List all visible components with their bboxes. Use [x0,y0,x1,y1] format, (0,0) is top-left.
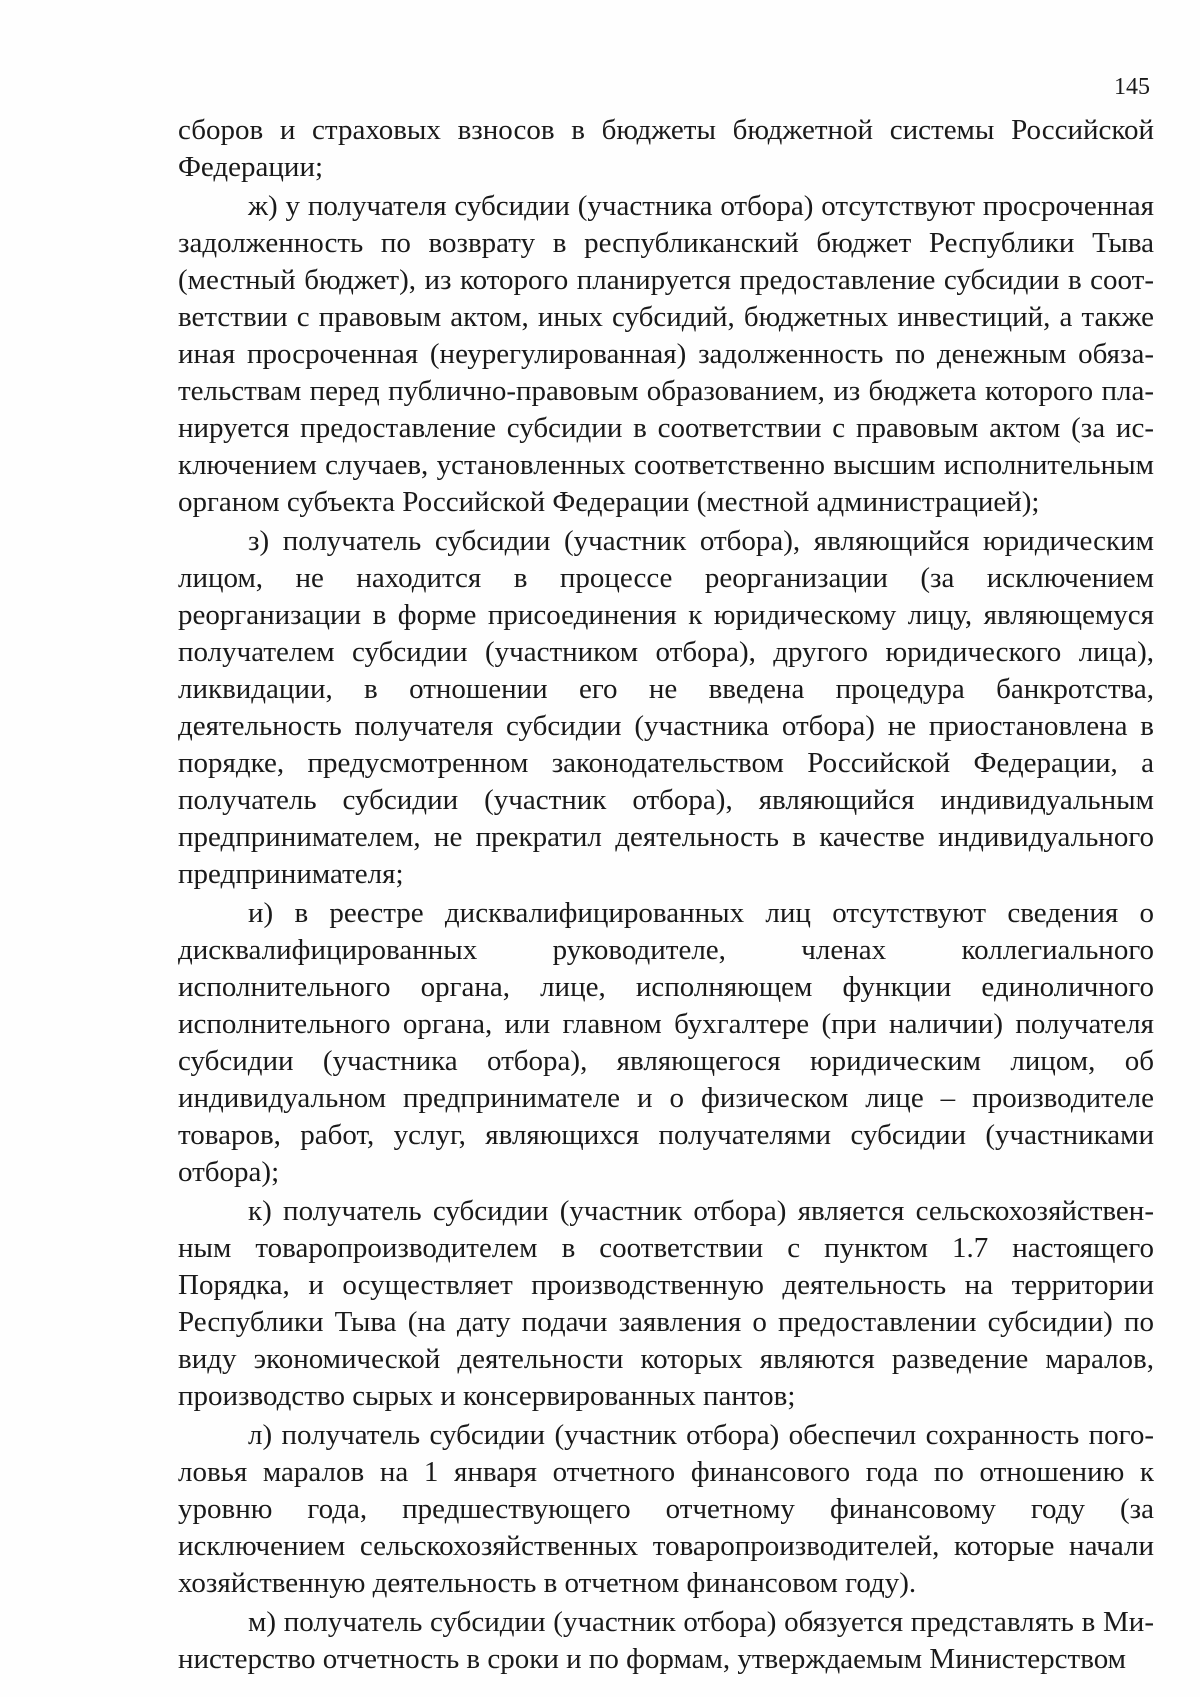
document-body [178,112,1154,1678]
paragraph-item-l: л) получатель субсидии (участник отбора) обеспечил сохранность поголовья маралов на 1 января отчетного финансового года по отношению к уровню года, предшествующего отчетному финансовому году (за исключением сельскохозяйственных товаропроизводителей, которые начали хозяйственную деятельность в отчетном финансовом году). [178,1419,1154,1599]
page-number: 145 [1114,74,1150,100]
paragraph-item-m: м) получатель субсидии (участник отбора) обязуется представлять в Министерство отчетность в сроки и по формам, утверждаемым Министерством [178,1606,1154,1675]
paragraph-continuation: сборов и страховых взносов в бюджеты бюджетной системы Российской Федерации; [178,114,1154,183]
paragraph-item-k: к) получатель субсидии (участник отбора) является сельскохозяйственным товаропроизводителем в соответствии с пунктом 1.7 настоящего Порядка, и осуществляет производственную деятельность на территории Республики Тыва (на дату подачи заявления о предоставлении субсидии) по виду экономической деятельности которых являются разведение маралов, производство сырых и консервированных пантов; [178,1195,1154,1412]
paragraph-item-zh: ж) у получателя субсидии (участника отбора) отсутствуют просроченная задолженность по возврату в республиканский бюджет Республики Тыва (местный бюджет), из которого планируется предоставление субсидии в соответствии с правовым актом, иных субсидий, бюджетных инвестиций, а также иная просроченная (неурегулированная) задолженность по денежным обязательствам перед публично-правовым образованием, из бюджета которого планируется предоставление субсидии в соответствии с правовым актом (за исключением случаев, установленных соответственно высшим исполнительным органом субъекта Российской Федерации (местной администрацией); [178,190,1154,518]
paragraph-item-i: и) в реестре дисквалифицированных лиц отсутствуют сведения о дисквалифицированных руководителе, членах коллегиального исполнительного органа, лице, исполняющем функции единоличного исполнительного органа, или главном бухгалтере (при наличии) получателя субсидии (участника отбора), являющегося юридическим лицом, об индивидуальном предпринимателе и о физическом лице – производителе товаров, работ, услуг, являющихся получателями субсидии (участниками отбора); [178,897,1154,1188]
paragraph-item-z: з) получатель субсидии (участник отбора), являющийся юридическим лицом, не находится в процессе реорганизации (за исключением реорганизации в форме присоединения к юридическому лицу, являющемуся получателем субсидии (участником отбора), другого юридического лица), ликвидации, в отношении его не введена процедура банкротства, деятельность получателя субсидии (участника отбора) не приостановлена в порядке, предусмотренном законодательством Российской Федерации, а получатель субсидии (участник отбора), являющийся индивидуальным предпринимателем, не прекратил деятельность в качестве индивидуального предпринимателя; [178,525,1154,890]
